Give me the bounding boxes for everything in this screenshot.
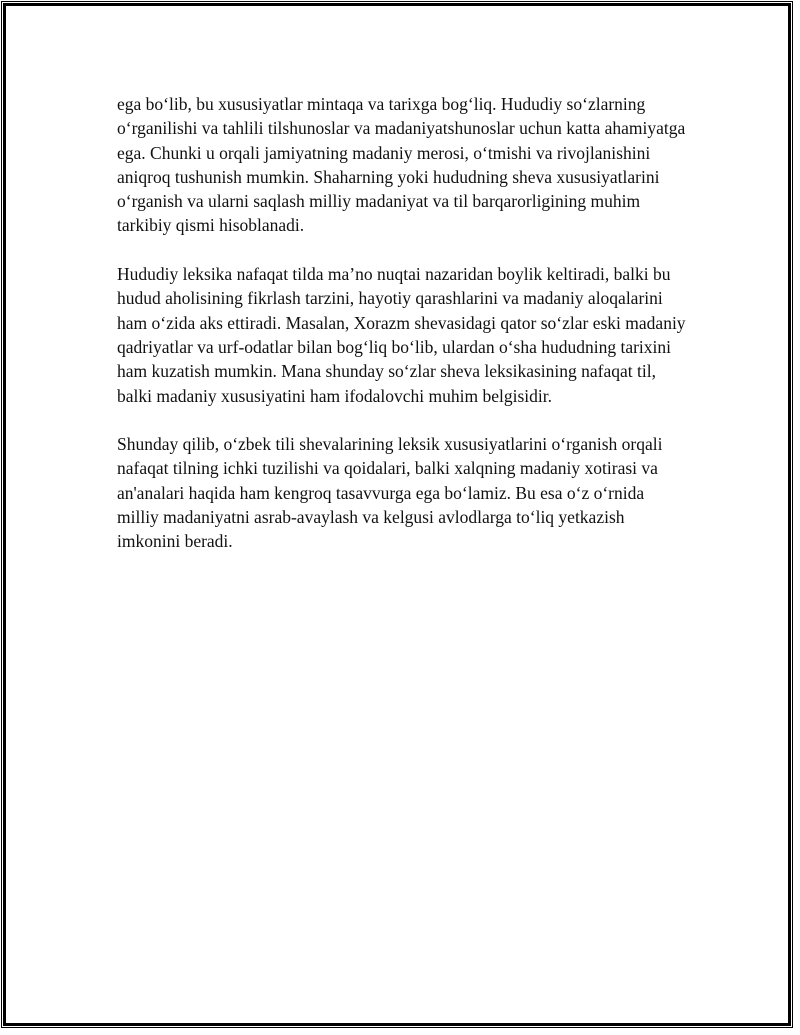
paragraph-1: ega bo‘lib, bu xususiyatlar mintaqa va tarixga bog‘liq. Hududiy so‘zlarning o‘rganilishi va tahlili tilshunoslar va madaniyatshunoslar uchun katta ahamiyatga ega. Chunki u orqali jamiyatning madaniy merosi, o‘tmishi va rivojlanishini aniqroq tushunish mumkin. Shaharning yoki hududning sheva xususiyatlarini o‘rganish va ularni saqlash milliy madaniyat va til barqarorligining muhim tarkibiy qismi hisoblanadi. — [117, 94, 686, 236]
document-body — [117, 92, 687, 578]
paragraph-2: Hududiy leksika nafaqat tilda ma’no nuqtai nazaridan boylik keltiradi, balki bu hudud aholisining fikrlash tarzini, hayotiy qarashlarini va madaniy aloqalarini ham o‘zida aks ettiradi. Masalan, Xorazm shevasidagi qator so‘zlar eski madaniy qadriyatlar va urf-odatlar bilan bog‘liq bo‘lib, ulardan o‘sha hududning tarixini ham kuzatish mumkin. Mana shunday so‘zlar sheva leksikasining nafaqat til, balki madaniy xususiyatini ham ifodalovchi muhim belgisidir. — [117, 264, 686, 406]
paragraph-3: Shunday qilib, o‘zbek tili shevalarining leksik xususiyatlarini o‘rganish orqali nafaqat tilning ichki tuzilishi va qoidalari, balki xalqning madaniy xotirasi va an'analari haqida ham kengroq tasavvurga ega bo‘lamiz. Bu esa o‘z o‘rnida milliy madaniyatni asrab-avaylash va kelgusi avlodlarga to‘liq yetkazish imkonini beradi. — [117, 434, 663, 552]
